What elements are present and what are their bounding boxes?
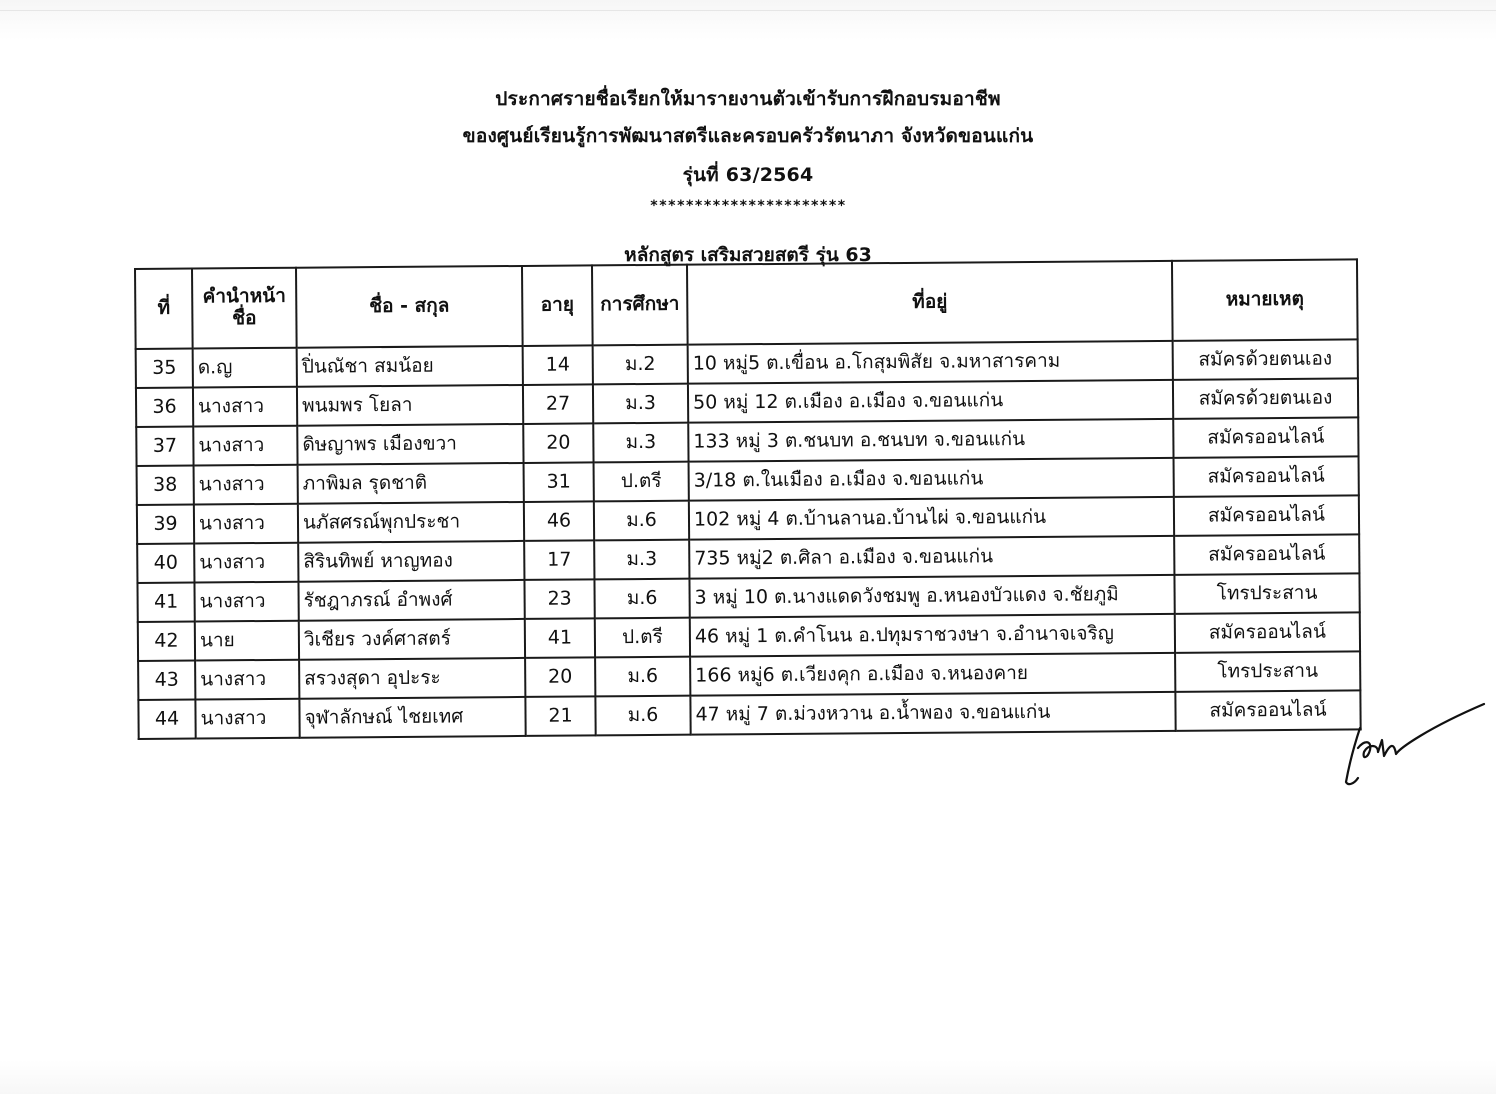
cell-age: 20 — [525, 657, 595, 697]
cell-note: สมัครออนไลน์ — [1175, 690, 1360, 730]
cell-prefix: ด.ญ — [193, 348, 297, 388]
cell-prefix: นางสาว — [193, 426, 297, 466]
cell-address: 50 หมู่ 12 ต.เมือง อ.เมือง จ.ขอนแก่น — [688, 380, 1173, 423]
cell-note: สมัครออนไลน์ — [1174, 495, 1359, 535]
header-education: การศึกษา — [592, 265, 688, 346]
cell-age: 41 — [525, 618, 595, 658]
cell-name: รัชฎาภรณ์ อำพงศ์ — [298, 580, 524, 621]
table-header-row — [135, 259, 1358, 349]
cell-no: 37 — [136, 427, 193, 466]
cell-prefix: นาย — [195, 621, 299, 661]
cell-no: 41 — [137, 583, 194, 622]
header-prefix-line-1: คำนำหน้า — [202, 284, 286, 308]
cell-note: สมัครออนไลน์ — [1175, 612, 1360, 652]
cell-education: ม.6 — [594, 501, 689, 541]
separator-line: ********************** — [649, 198, 847, 214]
cell-no: 44 — [138, 700, 195, 739]
cell-note: สมัครด้วยตนเอง — [1173, 339, 1358, 379]
cell-prefix: นางสาว — [195, 660, 299, 700]
cell-address: 102 หมู่ 4 ต.บ้านลานอ.บ้านไผ่ จ.ขอนแก่น — [689, 497, 1174, 540]
cell-no: 35 — [136, 349, 193, 388]
cell-education: ม.3 — [593, 384, 688, 424]
cell-name: ปิ่นณัชา สมน้อย — [297, 346, 523, 387]
cell-note: สมัครออนไลน์ — [1173, 417, 1358, 457]
cell-education: ป.ตรี — [595, 618, 690, 658]
cell-age: 17 — [524, 540, 594, 580]
cell-name: สิรินทิพย์ หาญทอง — [298, 541, 524, 582]
cell-note: สมัครออนไลน์ — [1174, 456, 1359, 496]
cell-address: 3/18 ต.ในเมือง อ.เมือง จ.ขอนแก่น — [689, 458, 1174, 501]
cell-name: ดิษญาพร เมืองขวา — [297, 424, 523, 465]
cell-no: 40 — [137, 544, 194, 583]
cell-note: โทรประสาน — [1175, 651, 1360, 691]
cell-education: ม.3 — [594, 540, 689, 580]
cell-address: 735 หมู่2 ต.ศิลา อ.เมือง จ.ขอนแก่น — [689, 536, 1174, 579]
cell-age: 21 — [525, 696, 595, 736]
cell-age: 23 — [524, 579, 594, 619]
cell-name: พนมพร โยลา — [297, 385, 523, 426]
cell-address: 3 หมู่ 10 ต.นางแดดวังชมพู อ.หนองบัวแดง จ.ชัยภูมิ — [689, 575, 1174, 618]
cell-education: ป.ตรี — [594, 462, 689, 502]
cell-name: สรวงสุดา อุปะระ — [299, 658, 525, 699]
cell-no: 43 — [138, 661, 195, 700]
cell-prefix: นางสาว — [194, 543, 298, 583]
handwritten-signature — [1338, 700, 1488, 790]
cell-education: ม.6 — [595, 657, 690, 697]
header-no: ที่ — [135, 269, 193, 349]
header-prefix-line-2: ชื่อ — [232, 307, 257, 330]
cell-note: สมัครด้วยตนเอง — [1173, 378, 1358, 418]
participant-table — [134, 258, 1362, 740]
cell-age: 46 — [524, 501, 594, 541]
cell-prefix: นางสาว — [194, 465, 298, 505]
cell-prefix: นางสาว — [193, 387, 297, 427]
cell-address: 166 หมู่6 ต.เวียงคุก อ.เมือง จ.หนองคาย — [690, 653, 1175, 696]
cell-no: 38 — [137, 466, 194, 505]
header-name: ชื่อ - สกุล — [296, 266, 523, 348]
center-name: ของศูนย์เรียนรู้การพัฒนาสตรีและครอบครัวรัตนาภา จังหวัดขอนแก่น — [462, 125, 1034, 147]
cell-no: 39 — [137, 505, 194, 544]
announcement-title: ประกาศรายชื่อเรียกให้มารายงานตัวเข้ารับการฝึกอบรมอาชีพ — [495, 88, 1001, 110]
cell-no: 42 — [138, 622, 195, 661]
batch-number: รุ่นที่ 63/2564 — [682, 164, 814, 186]
cell-prefix: นางสาว — [195, 699, 299, 739]
cell-name: ภาพิมล รุดชาติ — [298, 463, 524, 504]
header-note: หมายเหตุ — [1172, 259, 1358, 340]
cell-address: 133 หมู่ 3 ต.ชนบท อ.ชนบท จ.ขอนแก่น — [688, 419, 1173, 462]
cell-address: 47 หมู่ 7 ต.ม่วงหวาน อ.น้ำพอง จ.ขอนแก่น — [690, 692, 1175, 735]
cell-education: ม.6 — [595, 696, 690, 736]
header-prefix — [192, 268, 297, 349]
cell-education: ม.3 — [593, 423, 688, 463]
cell-prefix: นางสาว — [194, 582, 298, 622]
cell-address: 10 หมู่5 ต.เขื่อน อ.โกสุมพิสัย จ.มหาสารคาม — [688, 341, 1173, 384]
table-row — [138, 690, 1360, 739]
cell-note: สมัครออนไลน์ — [1174, 534, 1359, 574]
cell-prefix: นางสาว — [194, 504, 298, 544]
scan-edge — [0, 0, 1496, 11]
cell-name: วิเชียร วงค์ศาสตร์ — [299, 619, 525, 660]
cell-education: ม.2 — [593, 345, 688, 385]
cell-no: 36 — [136, 388, 193, 427]
cell-age: 27 — [523, 384, 593, 424]
cell-note: โทรประสาน — [1174, 573, 1359, 613]
course-title: หลักสูตร เสริมสวยสตรี รุ่น 63 — [624, 244, 872, 266]
cell-address: 46 หมู่ 1 ต.คำโนน อ.ปทุมราชวงษา จ.อำนาจเจริญ — [690, 614, 1175, 657]
cell-education: ม.6 — [594, 579, 689, 619]
cell-age: 31 — [524, 462, 594, 502]
header-age: อายุ — [522, 265, 593, 346]
header-address: ที่อยู่ — [687, 261, 1173, 345]
cell-age: 14 — [523, 345, 593, 385]
cell-age: 20 — [523, 423, 593, 463]
cell-name: จุฬาลักษณ์ ไชยเทศ — [299, 697, 525, 738]
cell-name: นภัสศรณ์พุกประชา — [298, 502, 524, 543]
